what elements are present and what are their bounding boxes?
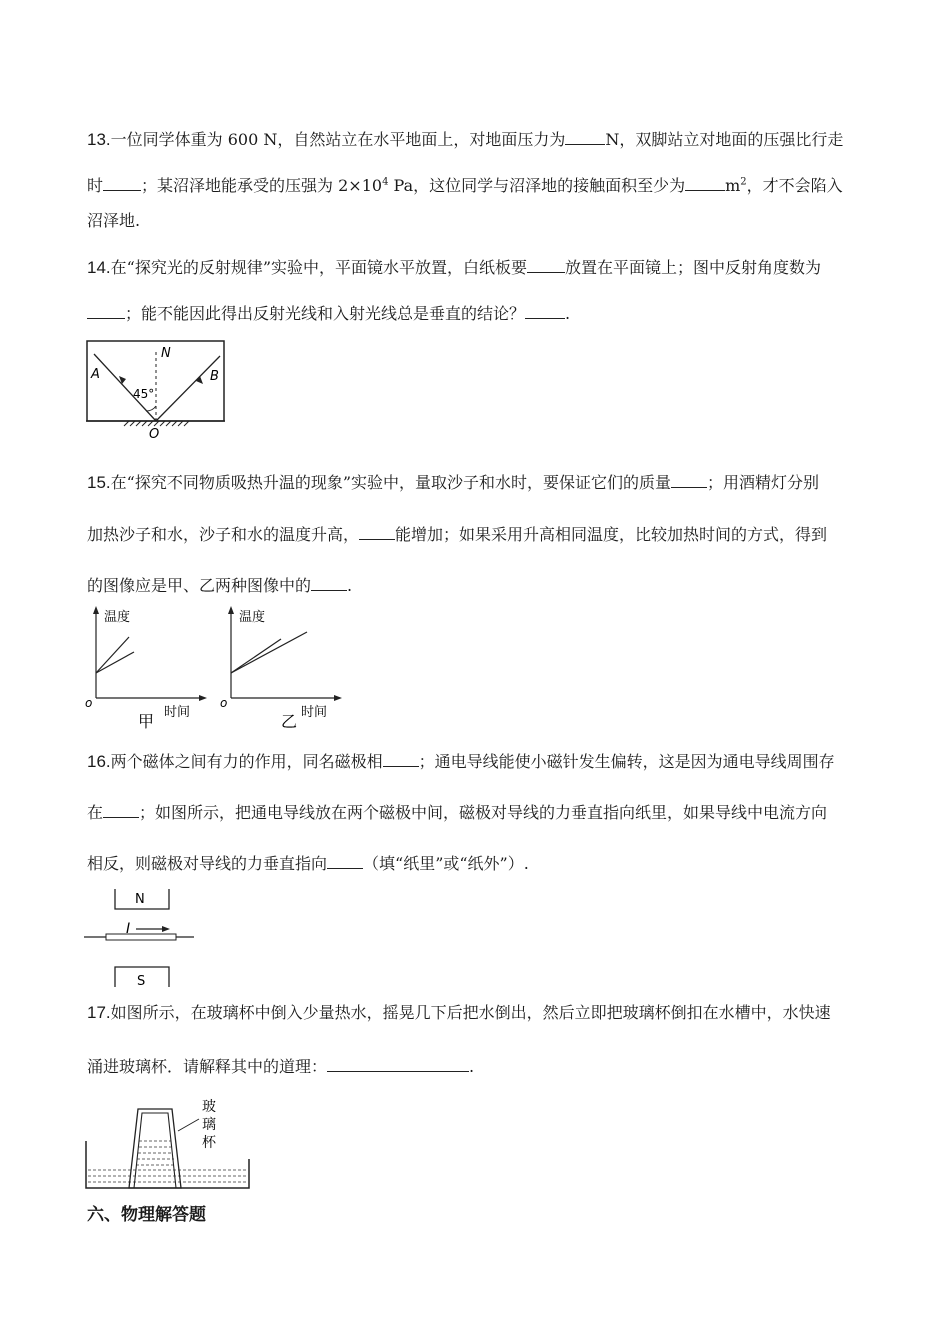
q16-line2: 在 ；如图所示，把通电导线放在两个磁极中间，磁极对导线的力垂直指向纸里，如果导线中电流方向 — [87, 803, 828, 822]
answer-blank[interactable] — [525, 304, 565, 319]
q15-line3: 的图像应是甲、乙两种图像中的 . — [87, 576, 353, 595]
label-n: N — [161, 346, 171, 361]
answer-blank[interactable] — [685, 176, 725, 191]
q17-line1: 17.如图所示，在玻璃杯中倒入少量热水，摇晃几下后把水倒出，然后立即把玻璃杯倒扣在水槽中，水快速 — [87, 1003, 831, 1022]
x-axis-label: 时间 — [164, 705, 191, 720]
reflected-ray — [156, 356, 220, 421]
glass-cup-diagram — [84, 1093, 254, 1197]
north-label: N — [135, 892, 145, 907]
label-o: O — [149, 427, 160, 440]
series-line-steep — [96, 637, 129, 673]
graph-caption: 甲 — [138, 712, 155, 731]
question-number: 16. — [87, 752, 111, 771]
cup-label-3: 杯 — [202, 1135, 216, 1151]
cup-label-1: 玻 — [202, 1099, 216, 1115]
q13-line3: 沼泽地. — [87, 211, 141, 230]
section-heading: 六、物理解答题 — [87, 1205, 206, 1225]
cup-label-2: 璃 — [202, 1117, 216, 1133]
origin-label: o — [85, 696, 93, 710]
question-number: 17. — [87, 1003, 111, 1022]
reflection-diagram — [86, 340, 231, 444]
question-number: 14. — [87, 258, 111, 277]
q16-line3: 相反，则磁极对导线的力垂直指向 （填“纸里”或“纸外”）. — [87, 854, 529, 873]
answer-blank[interactable] — [103, 176, 141, 191]
q13-line2: 时 ；某沼泽地能承受的压强为 $2\times 10^4$ Pa，这位同学与沼泽地的接触面积至少为 $m^2$，才不会陷入 — [87, 176, 843, 195]
series-line-shallow — [96, 652, 134, 673]
label-b: B — [210, 369, 219, 384]
answer-blank[interactable] — [311, 576, 347, 591]
answer-blank[interactable] — [383, 752, 419, 767]
origin-label: o — [220, 696, 228, 710]
x-axis-label: 时间 — [301, 705, 328, 720]
y-axis-label: 温度 — [239, 610, 266, 625]
q15-line2: 加热沙子和水，沙子和水的温度升高， 能增加；如果采用升高相同温度，比较加热时间的方式，得到 — [87, 525, 828, 544]
answer-blank[interactable] — [87, 304, 125, 319]
graph-jia — [84, 603, 214, 737]
current-label: I — [126, 921, 131, 937]
q17-line2: 涌进玻璃杯．请解释其中的道理： . — [87, 1057, 475, 1076]
graph-caption: 乙 — [281, 712, 298, 731]
series-line-steep — [231, 639, 281, 673]
y-axis-label: 温度 — [104, 610, 131, 625]
series-line-shallow — [231, 632, 307, 673]
current-arrow — [162, 926, 170, 932]
answer-blank[interactable] — [359, 525, 395, 540]
q13-line1: 13.一位同学体重为 600 N，自然站立在水平地面上，对地面压力为 N，双脚站立对地面的压强比行走 — [87, 130, 844, 149]
answer-blank[interactable] — [327, 854, 363, 869]
answer-blank[interactable] — [327, 1057, 469, 1072]
q15-line1: 15.在“探究不同物质吸热升温的现象”实验中，量取沙子和水时，要保证它们的质量 ；用酒精灯分别 — [87, 473, 820, 492]
glass-cup — [134, 1113, 176, 1188]
magnet-wire-diagram — [84, 885, 199, 994]
question-number: 13. — [87, 130, 111, 149]
question-number: 15. — [87, 473, 111, 492]
q14-line1: 14.在“探究光的反射规律”实验中，平面镜水平放置，白纸板要 放置在平面镜上；图中反射角度数为 — [87, 258, 822, 277]
label-a: A — [91, 367, 100, 382]
answer-blank[interactable] — [565, 130, 605, 145]
q14-line2: ；能不能因此得出反射光线和入射光线总是垂直的结论？ . — [87, 304, 867, 322]
angle-label: 45° — [133, 387, 155, 401]
south-label: S — [137, 974, 146, 989]
answer-blank[interactable] — [103, 803, 139, 818]
answer-blank[interactable] — [671, 473, 707, 488]
q16-line1: 16.两个磁体之间有力的作用，同名磁极相 ；通电导线能使小磁针发生偏转，这是因为通电导线周围存 — [87, 752, 835, 771]
graph-yi — [219, 603, 349, 737]
answer-blank[interactable] — [527, 258, 565, 273]
